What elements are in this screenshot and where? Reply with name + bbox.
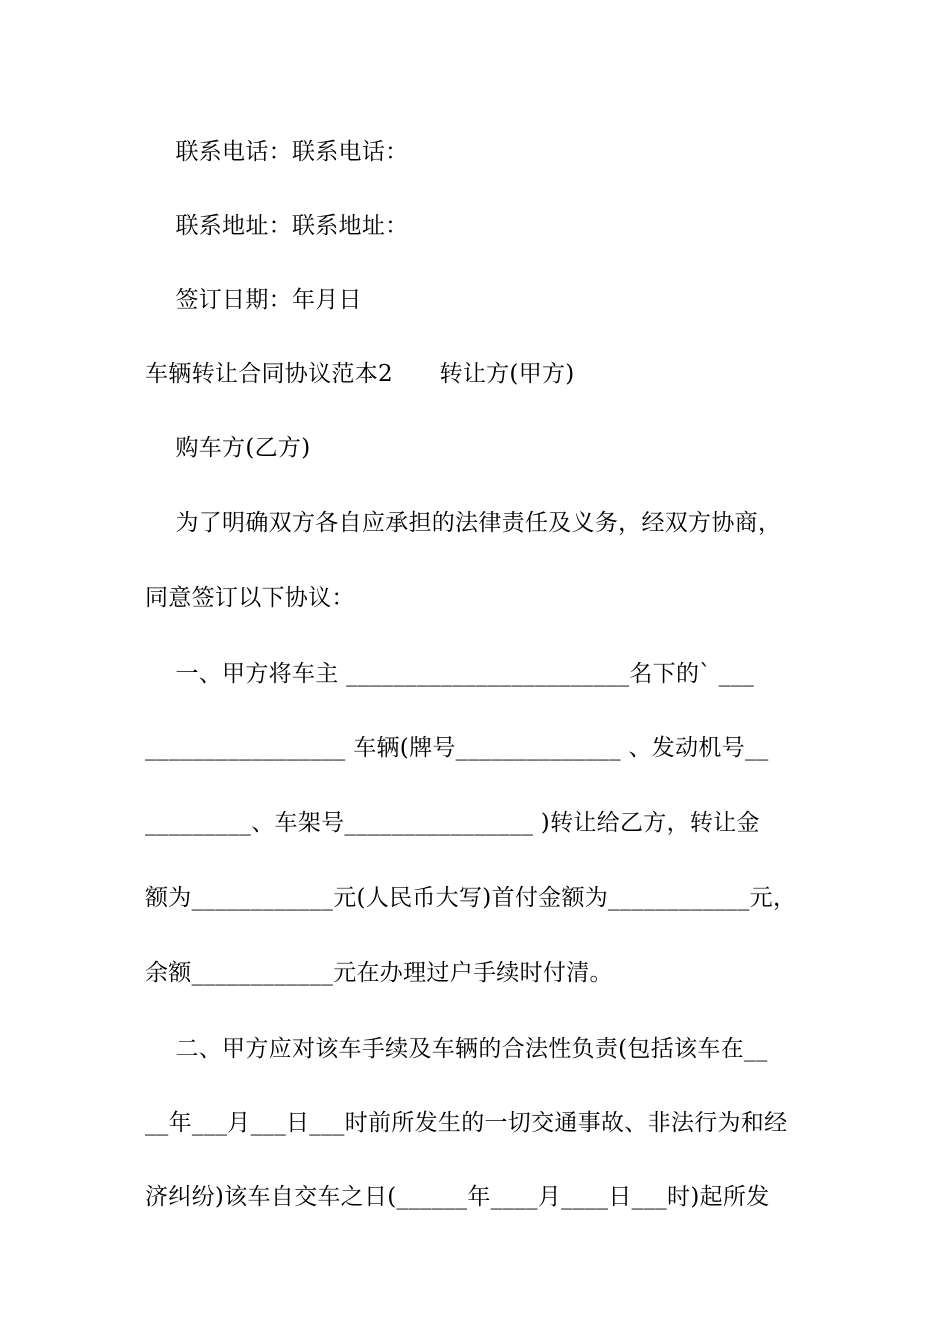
contact-address-line: 联系地址：联系地址： (145, 213, 409, 239)
signing-date-line: 签订日期：年月日 (145, 287, 362, 313)
paragraph-line: 为了明确双方各自应承担的法律责任及义务，经双方协商， (145, 510, 782, 536)
paragraph-line: 济纠纷)该车自交车之日(______年____月____日___时)起所发 (145, 1184, 770, 1210)
paragraph-line: 额为____________元(人民币大写)首付金额为____________元， (145, 885, 797, 911)
clause-two-line: 二、甲方应对该车手续及车辆的合法性负责(包括该车在__ (145, 1036, 768, 1062)
contact-phone-line: 联系电话：联系电话： (145, 139, 409, 165)
contract-title-line: 车辆转让合同协议范本2 转让方(甲方) (145, 361, 575, 387)
paragraph-line: 余额____________元在办理过户手续时付清。 (145, 960, 613, 986)
paragraph-line: __年___月___日___时前所发生的一切交通事故、非法行为和经 (145, 1110, 788, 1136)
paragraph-line: _________、车架号________________ )转让给乙方，转让金 (145, 810, 760, 836)
paragraph-line: 同意签订以下协议： (145, 585, 355, 611)
clause-one-line: 一、甲方将车主 ________________________名下的` ___ (145, 661, 755, 687)
buyer-line: 购车方(乙方) (145, 435, 311, 461)
paragraph-line: _________________ 车辆(牌号______________ 、发动机号__ (145, 735, 769, 761)
